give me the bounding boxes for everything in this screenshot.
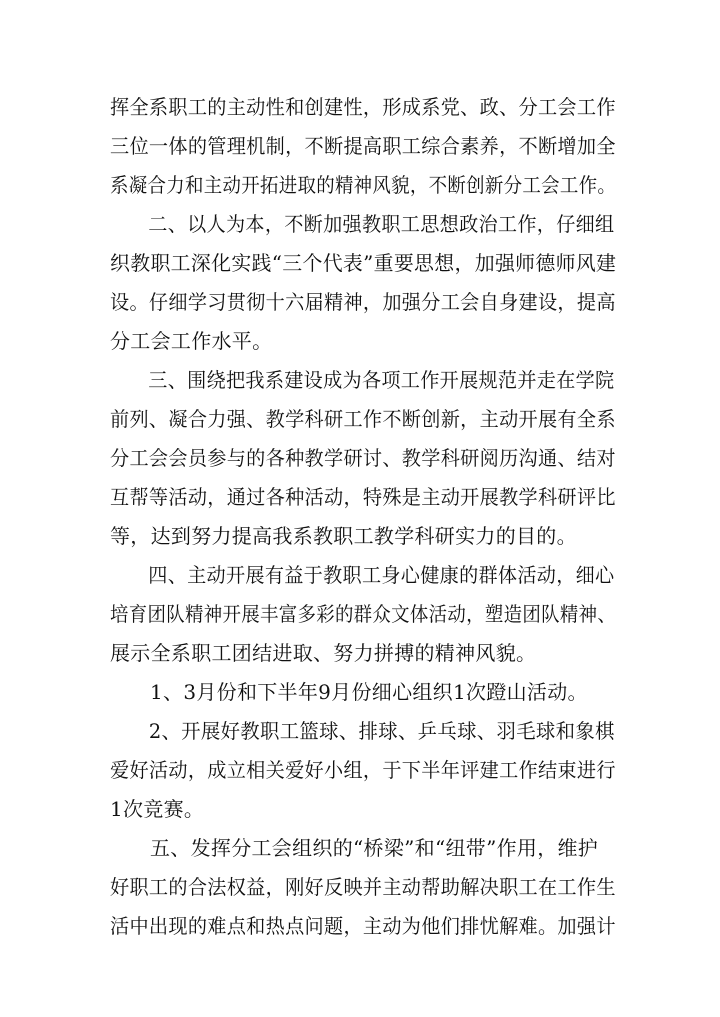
text-line: 展示全系职工团结进取、努力拼搏的精神风貌。 bbox=[110, 641, 537, 665]
text-line: 四、主动开展有益于教职工身心健康的群体活动，细心 bbox=[148, 563, 615, 587]
text-line: 1次竞赛。 bbox=[110, 797, 205, 821]
document-body bbox=[110, 88, 616, 946]
text-line: 三位一体的管理机制，不断提高职工综合素养，不断增加全 bbox=[110, 134, 616, 158]
text-line: 分工会工作水平。 bbox=[110, 329, 273, 353]
text-line: 培育团队精神开展丰富多彩的群众文体活动，塑造团队精神、 bbox=[110, 602, 617, 626]
text-line: 织教职工深化实践“三个代表”重要思想，加强师德师风建 bbox=[110, 251, 617, 275]
text-line: 活中出现的难点和热点问题，主动为他们排忧解难。加强计 bbox=[110, 914, 616, 938]
text-line: 二、以人为本，不断加强教职工思想政治工作，仔细组 bbox=[148, 212, 615, 236]
text-line: 前列、凝合力强、教学科研工作不断创新，主动开展有全系 bbox=[110, 407, 616, 431]
text-line: 五、发挥分工会组织的“桥梁”和“纽带”作用，维护 bbox=[150, 836, 599, 860]
text-line: 好职工的合法权益，刚好反映并主动帮助解决职工在工作生 bbox=[110, 875, 616, 899]
text-line: 爱好活动，成立相关爱好小组，于下半年评建工作结束进行 bbox=[110, 758, 616, 782]
text-line: 互帮等活动，通过各种活动，特殊是主动开展教学科研评比 bbox=[110, 485, 616, 509]
text-line: 1、3月份和下半年9月份细心组织1次蹬山活动。 bbox=[150, 680, 588, 704]
text-line: 分工会会员参与的各种教学研讨、教学科研阅历沟通、结对 bbox=[110, 446, 616, 470]
text-line: 等，达到努力提高我系教职工教学科研实力的目的。 bbox=[110, 524, 577, 548]
text-line: 系凝合力和主动开拓进取的精神风貌，不断创新分工会工作。 bbox=[110, 173, 617, 197]
text-line: 设。仔细学习贯彻十六届精神，加强分工会自身建设，提高 bbox=[110, 290, 616, 314]
text-line: 挥全系职工的主动性和创建性，形成系党、政、分工会工作 bbox=[110, 95, 616, 119]
text-line: 三、围绕把我系建设成为各项工作开展规范并走在学院 bbox=[148, 368, 615, 392]
text-line: 2、开展好教职工篮球、排球、乒乓球、羽毛球和象棋 bbox=[148, 719, 615, 743]
